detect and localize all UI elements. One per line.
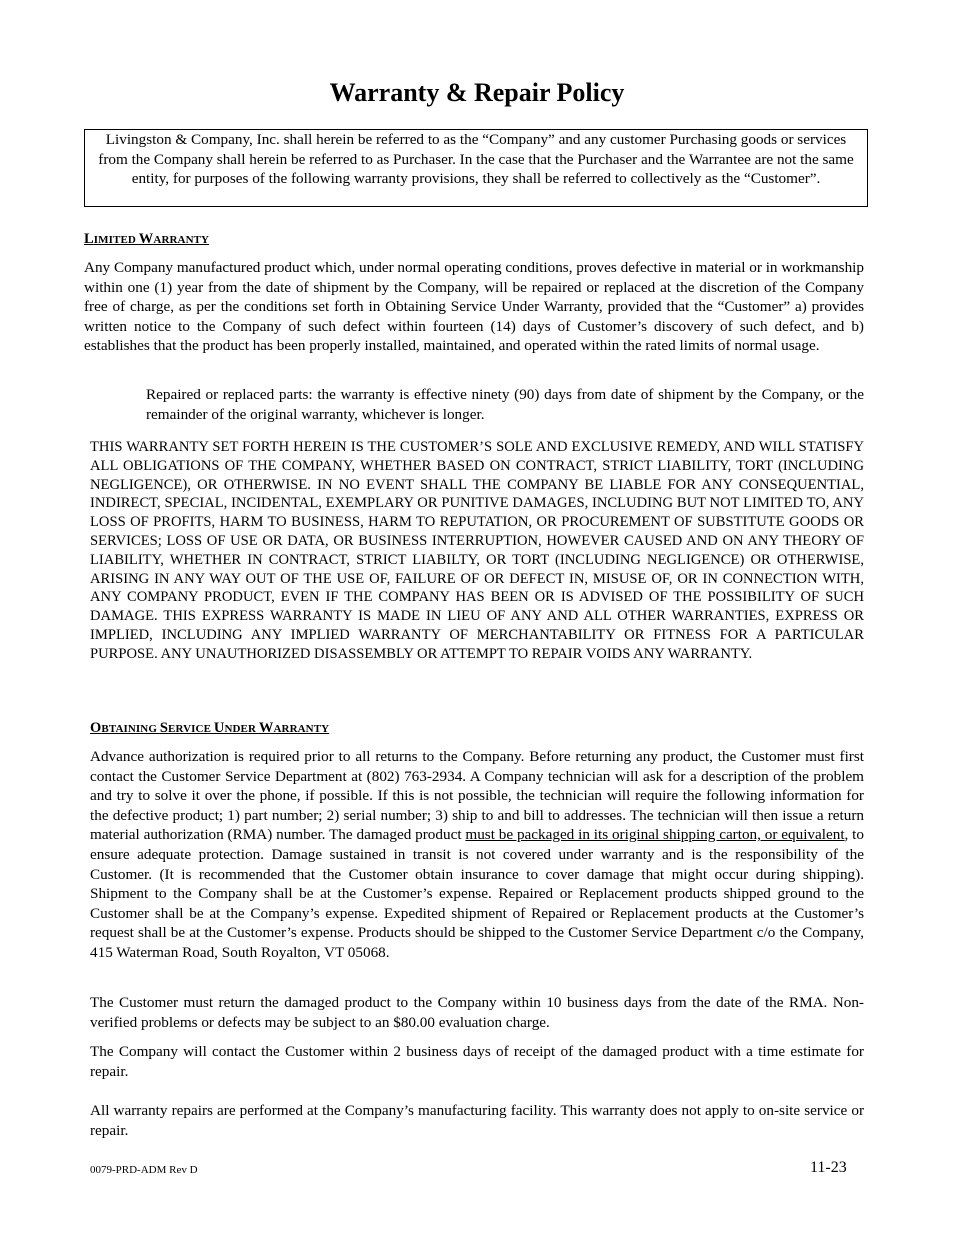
limited-warranty-paragraph: Any Company manufactured product which, under normal operating conditions, proves defective in material or in workmanship within one (1) year from the date of shipment by the Company, will be repaired or replaced at the discretion of the Company free of charge, as per the conditions set forth in Obtaining Service Under Warranty, provided that the “Customer” a) provides written notice to the Company of such defect within fourteen (14) days of Customer’s discovery of such defect, and b) establishes that the product has been properly installed, maintained, and operated within the rated limits of normal usage.: [84, 259, 864, 355]
packaging-requirement: must be packaged in its original shipping carton, or equivalent: [465, 826, 845, 844]
obtaining-service-heading: OBTAINING SERVICE UNDER WARRANTY: [90, 720, 330, 736]
document-number: 0079-PRD-ADM Rev D: [90, 1164, 198, 1176]
warranty-disclaimer: THIS WARRANTY SET FORTH HEREIN IS THE CUSTOMER’S SOLE AND EXCLUSIVE REMEDY, AND WILL STATISFY ALL OBLIGATIONS OF THE COMPANY, WHETHER BASED ON CONTRACT, STRICT LIABILITY, TORT (INCLUDING NEGLIGENCE), OR OTHERWISE. IN NO EVENT SHALL THE COMPANY BE LIABLE FOR ANY CONSEQUENTIAL, INDIRECT, SPECIAL, INCIDENTAL, EXEMPLARY OR PUNITIVE DAMAGES, INCLUDING BUT NOT LIMITED TO, ANY LOSS OF PROFITS, HARM TO BUSINESS, HARM TO REPUTATION, OR PROCUREMENT OF SUBSTITUTE GOODS OR SERVICES; LOSS OF USE OR DATA, OR BUSINESS INTERRUPTION, HOWEVER CAUSED AND ON ANY THEORY OF LIABILITY, WHETHER IN CONTRACT, STRICT LIABILTY, OR TORT (INCLUDING NEGLIGENCE) OR OTHERWISE, ARISING IN ANY WAY OUT OF THE USE OF, FAILURE OF OR DEFECT IN, MISUSE OF, OR IN CONNECTION WITH, ANY COMPANY PRODUCT, EVEN IF THE COMPANY HAS BEEN OR IS ADVISED OF THE POSSIBILITY OF SUCH DAMAGE. THIS EXPRESS WARRANTY IS MADE IN LIEU OF ANY AND ALL OTHER WARRANTIES, EXPRESS OR IMPLIED, INCLUDING ANY IMPLIED WARRANTY OF MERCHANTABILITY OR FITNESS FOR A PARTICULAR PURPOSE. ANY UNAUTHORIZED DISASSEMBLY OR ATTEMPT TO REPAIR VOIDS ANY WARRANTY.: [90, 439, 864, 662]
contact-estimate-paragraph: The Company will contact the Customer within 2 business days of receipt of the damaged product with a time estimate for repair.: [90, 1043, 864, 1080]
page-number: 11-23: [810, 1159, 847, 1176]
repair-location-paragraph: All warranty repairs are performed at the Company’s manufacturing facility. This warranty does not apply to on-site service or repair.: [90, 1102, 864, 1139]
page-title: Warranty & Repair Policy: [329, 78, 625, 107]
return-deadline-paragraph: The Customer must return the damaged product to the Company within 10 business days from the date of the RMA. Non-verified problems or defects may be subject to an $80.00 evaluation charge.: [90, 994, 864, 1031]
intro-box: Livingston & Company, Inc. shall herein be referred to as the “Company” and any customer Purchasing goods or services from the Company shall herein be referred to as Purchaser. In the case that the Purchaser and the Warrantee are not the same entity, for purposes of the following warranty provisions, they shall be referred to collectively as the “Customer”.: [84, 129, 868, 207]
service-procedure-paragraph: Advance authorization is required prior to all returns to the Company. Before returning any product, the Customer must first contact the Customer Service Department at (802) 763-2934. A Company technician will ask for a description of the problem and try to solve it over the phone, if possible. If this is not possible, the technician will require the following information for the defective product; 1) part number; 2) serial number; 3) ship to and bill to addresses. The technician will then issue a return material authorization (RMA) number. The damaged product must be packaged in its original shipping carton, or equivalent, to ensure adequate protection. Damage sustained in transit is not covered under warranty and is the responsibility of the Customer. (It is recommended that the Customer obtain insurance to cover damage that might occur during shipping). Shipment to the Company shall be at the Customer’s expense. Repaired or Replacement products shipped ground to the Customer shall be at the Company’s expense. Expedited shipment of Repaired or Replacement products at the Customer’s request shall be at the Customer’s expense. Products should be shipped to the Customer Service Department c/o the Company, 415 Waterman Road, South Royalton, VT 05068.: [90, 748, 864, 961]
limited-warranty-heading: LIMITED WARRANTY: [84, 231, 210, 247]
parts-note-paragraph: Repaired or replaced parts: the warranty is effective ninety (90) days from date of shipment by the Company, or the remainder of the original warranty, whichever is longer.: [146, 386, 864, 423]
